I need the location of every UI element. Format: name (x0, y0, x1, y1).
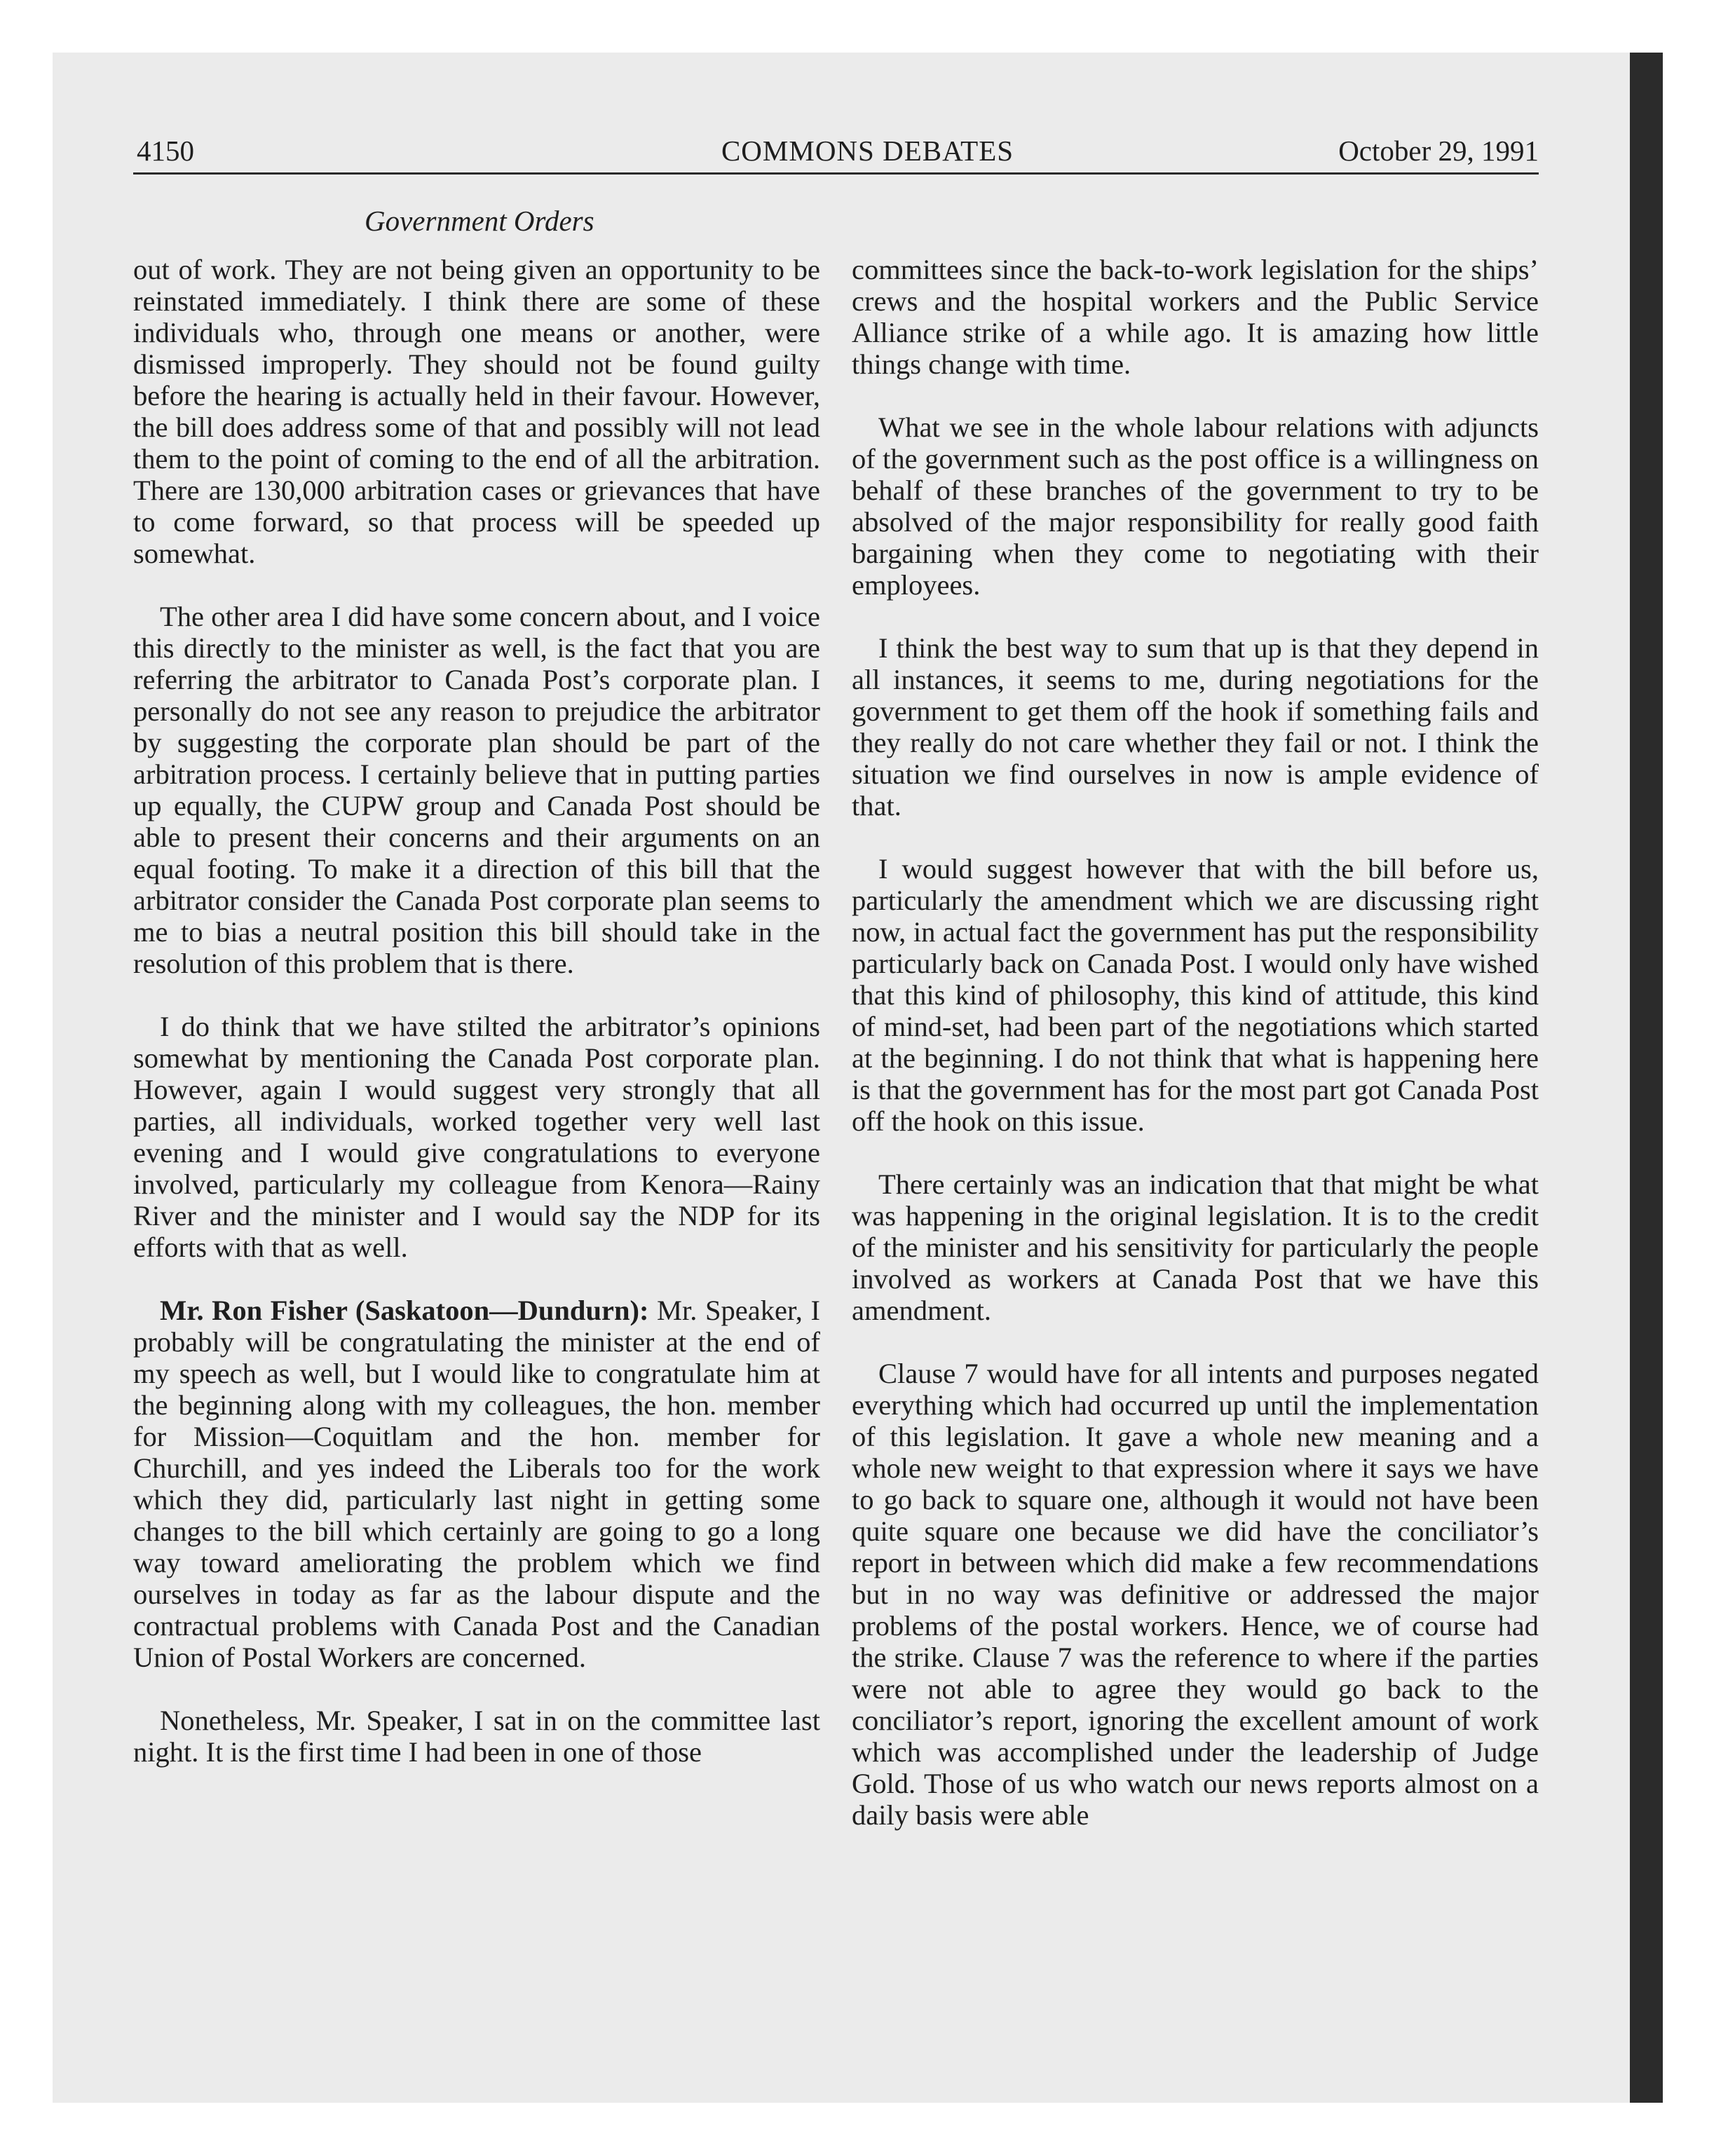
paragraph: I think the best way to sum that up is that they depend in all instances, it seems to me, during negotiations for the government to get them off the hook if something fails and they really do not care whether they fail or not. I think the situation we find ourselves in now is ample evidence of that. (852, 632, 1539, 821)
page-number: 4150 (137, 135, 194, 167)
speaker-name: Mr. Ron Fisher (Saskatoon—Dundurn): (160, 1295, 649, 1326)
section-title: Government Orders (365, 205, 594, 237)
paragraph: out of work. They are not being given an opportunity to be reinstated immediately. I think there are some of these individuals who, through one means or another, were dismissed improperly. They should not be found guilty before the hearing is actually held in their favour. However, the bill does address some of that and possibly will not lead them to the point of coming to the end of all the arbitration. There are 130,000 arbitration cases or grievances that have to come forward, so that process will be speeded up somewhat. (133, 254, 820, 569)
paragraph: Nonetheless, Mr. Speaker, I sat in on the committee last night. It is the first time I had been in one of those (133, 1705, 820, 1768)
scan-edge-shadow (1630, 53, 1663, 2103)
paragraph: I would suggest however that with the bill before us, particularly the amendment which we are discussing right now, in actual fact the government has put the responsibility particularly back on Canada Post. I would only have wished that this kind of philosophy, this kind of attitude, this kind of mind-set, had been part of the negotiations which started at the beginning. I do not think that what is happening here is that the government has for the most part got Canada Post off the hook on this issue. (852, 853, 1539, 1137)
right-column (852, 254, 1539, 1831)
header-rule (133, 172, 1539, 175)
paragraph: There certainly was an indication that that might be what was happening in the original legislation. It is to the credit of the minister and his sensitivity for particularly the people involved as workers at Canada Post that we have this amendment. (852, 1168, 1539, 1326)
paragraph: Clause 7 would have for all intents and purposes negated everything which had occurred up until the implementation of this legislation. It gave a whole new meaning and a whole new weight to that expression where it says we have to go back to square one, although it would not have been quite square one because we did have the conciliator’s report in between which did make a few recommendations but in no way was definitive or addressed the major problems of the postal workers. Hence, we of course had the strike. Clause 7 was the reference to where if the parties were not able to agree they would go back to the conciliator’s report, ignoring the excellent amount of work which was accomplished under the leadership of Judge Gold. Those of us who watch our news reports almost on a daily basis were able (852, 1358, 1539, 1831)
publication-title: COMMONS DEBATES (721, 135, 1014, 167)
paragraph: The other area I did have some concern about, and I voice this directly to the minister as well, is the fact that you are referring the arbitrator to Canada Post’s corporate plan. I personally do not see any reason to prejudice the arbitrator by suggesting the corporate plan should be part of the arbitration process. I certainly believe that in putting parties up equally, the CUPW group and Canada Post should be able to present their concerns and their arguments on an equal footing. To make it a direction of this bill that the arbitrator consider the Canada Post corporate plan seems to me to bias a neutral position this bill should take in the resolution of this problem that is there. (133, 601, 820, 979)
paragraph: committees since the back-to-work legislation for the ships’ crews and the hospital workers and the Public Service Alliance strike of a while ago. It is amazing how little things change with time. (852, 254, 1539, 380)
paragraph: What we see in the whole labour relations with adjuncts of the government such as the post office is a willingness on behalf of these branches of the government to try to be absolved of the major responsibility for really good faith bargaining when they come to negotiating with their employees. (852, 411, 1539, 601)
speaker-text: Mr. Speaker, I probably will be congratulating the minister at the end of my speech as well, but I would like to congratulate him at the beginning along with my colleagues, the hon. member for Mission—Coquitlam and the hon. member for Churchill, and yes indeed the Liberals too for the work which they did, particularly last night in getting some changes to the bill which certainly are going to go a long way toward ameliorating the problem which we find ourselves in today as far as the labour dispute and the contractual problems with Canada Post and the Canadian Union of Postal Workers are concerned. (133, 1295, 820, 1673)
speaker-paragraph (133, 1295, 820, 1673)
paragraph: I do think that we have stilted the arbitrator’s opinions somewhat by mentioning the Canada Post corporate plan. However, again I would suggest very strongly that all parties, all individuals, worked together very well last evening and I would give congratulations to everyone involved, particularly my colleague from Kenora—Rainy River and the minister and I would say the NDP for its efforts with that as well. (133, 1011, 820, 1263)
left-column (133, 254, 820, 1768)
issue-date: October 29, 1991 (1338, 135, 1539, 167)
